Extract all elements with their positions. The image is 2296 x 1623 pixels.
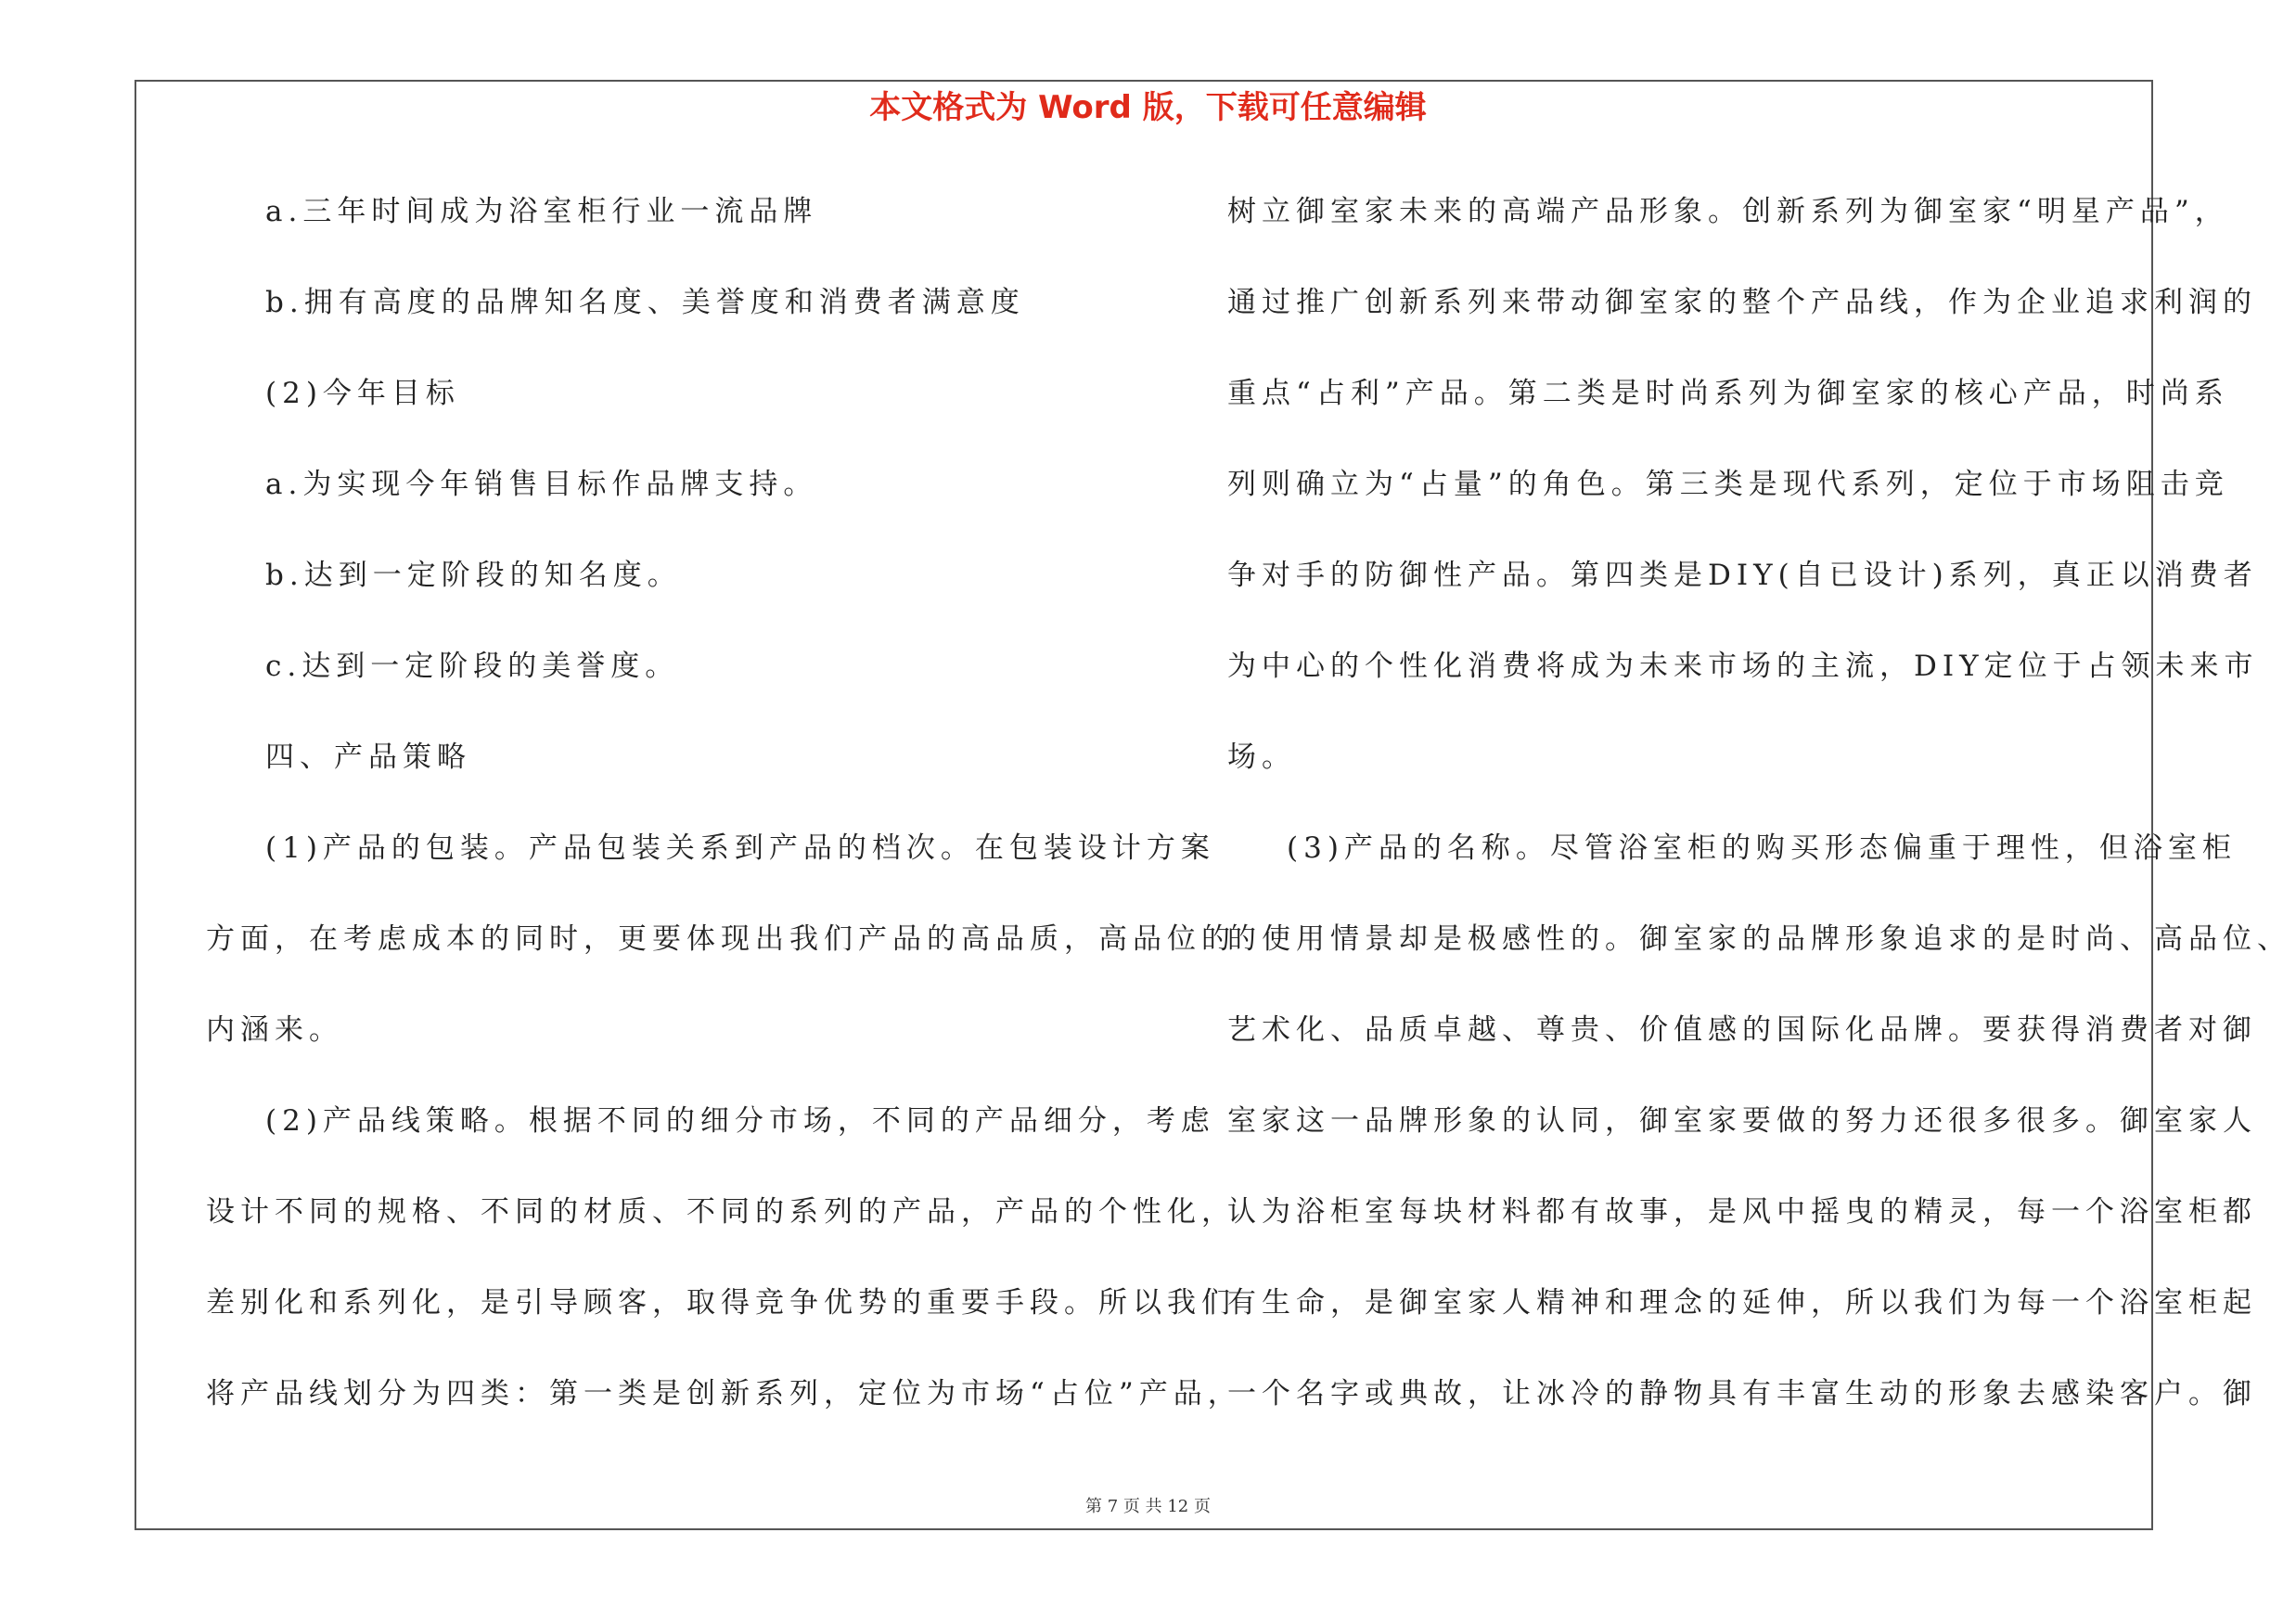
text-line: 室家这一品牌形象的认同，御室家要做的努力还很多很多。御室家人: [1227, 1104, 2257, 1138]
text-line: (2)今年目标: [265, 377, 460, 410]
text-line: a.为实现今年销售目标作品牌支持。: [265, 468, 818, 501]
text-line: 争对手的防御性产品。第四类是DIY(自已设计)系列，真正以消费者: [1227, 559, 2258, 592]
text-line: 方面，在考虑成本的同时，更要体现出我们产品的高品质，高品位的: [206, 922, 1236, 956]
page-number: 第 7 页 共 12 页: [1085, 1497, 1211, 1516]
text-line: 设计不同的规格、不同的材质、不同的系列的产品，产品的个性化，: [206, 1195, 1236, 1229]
text-line: 重点“占利”产品。第二类是时尚系列为御室家的核心产品，时尚系: [1227, 377, 2229, 410]
text-line: b.达到一定阶段的知名度。: [265, 559, 682, 592]
word-format-banner: 本文格式为 Word 版，下载可任意编辑: [869, 89, 1427, 126]
text-line: 认为浴柜室每块材料都有故事，是风中摇曳的精灵，每一个浴室柜都: [1227, 1195, 2257, 1229]
text-line: (1)产品的包装。产品包装关系到产品的档次。在包装设计方案: [265, 831, 1215, 865]
text-line: 的使用情景却是极感性的。御室家的品牌形象追求的是时尚、高品位、: [1227, 922, 2291, 956]
text-line: 树立御室家未来的高端产品形象。创新系列为御室家“明星产品”，: [1227, 195, 2229, 228]
text-line: (3)产品的名称。尽管浴室柜的购买形态偏重于理性，但浴室柜: [1287, 831, 2237, 865]
text-line: (2)产品线策略。根据不同的细分市场，不同的产品细分，考虑: [265, 1104, 1215, 1138]
text-line: c.达到一定阶段的美誉度。: [265, 650, 680, 683]
left-text-column: [206, 182, 1242, 1455]
text-line: 四、产品策略: [265, 741, 471, 774]
text-line: 通过推广创新系列来带动御室家的整个产品线，作为企业追求利润的: [1227, 286, 2257, 319]
text-line: a.三年时间成为浴室柜行业一流品牌: [265, 195, 818, 228]
text-line: 艺术化、品质卓越、尊贵、价值感的国际化品牌。要获得消费者对御: [1227, 1013, 2257, 1047]
text-line: b.拥有高度的品牌知名度、美誉度和消费者满意度: [265, 286, 1025, 319]
right-text-column: [1227, 182, 2291, 1455]
text-line: 场。: [1227, 741, 1296, 774]
text-line: 列则确立为“占量”的角色。第三类是现代系列，定位于市场阻击竞: [1227, 468, 2229, 501]
text-line: 一个名字或典故，让冰冷的静物具有丰富生动的形象去感染客户。御: [1227, 1377, 2257, 1410]
text-line: 有生命，是御室家人精神和理念的延伸，所以我们为每一个浴室柜起: [1227, 1286, 2257, 1320]
text-line: 差别化和系列化，是引导顾客，取得竞争优势的重要手段。所以我们: [206, 1286, 1236, 1320]
text-line: 为中心的个性化消费将成为未来市场的主流，DIY定位于占领未来市: [1227, 650, 2259, 683]
text-line: 将产品线划分为四类：第一类是创新系列，定位为市场“占位”产品，: [206, 1377, 1242, 1410]
text-line: 内涵来。: [206, 1013, 343, 1047]
